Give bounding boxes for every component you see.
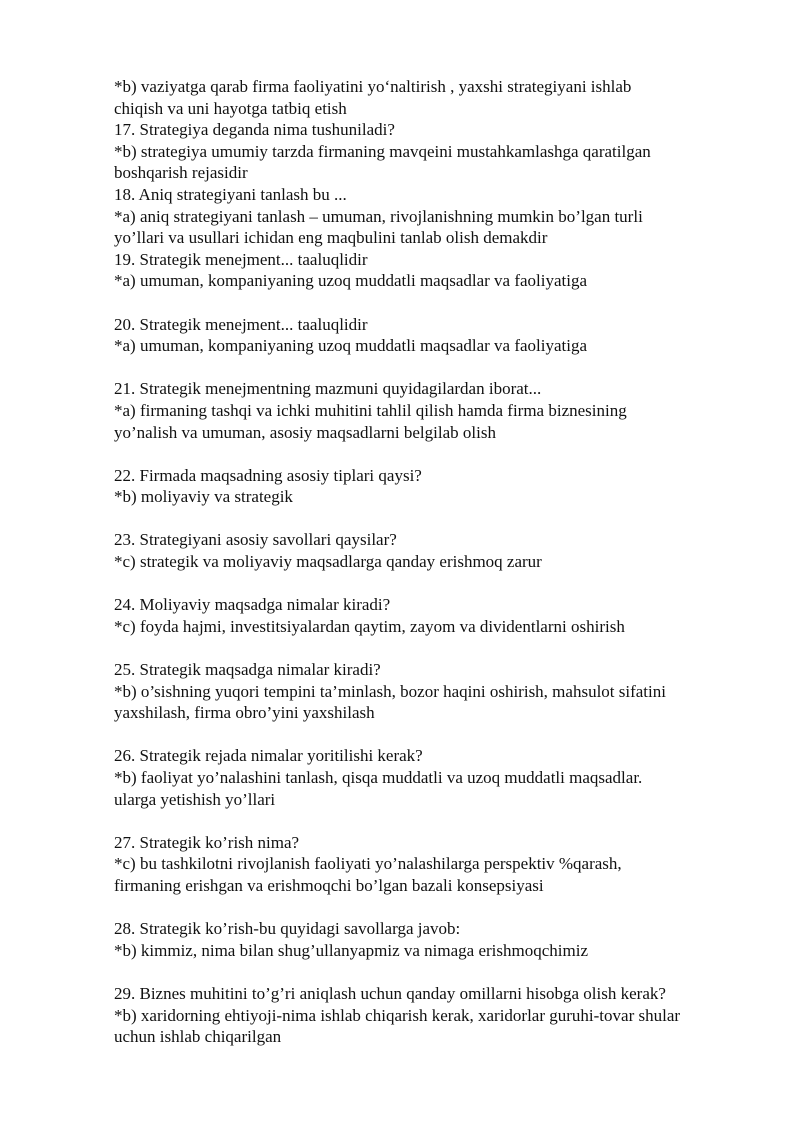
answer-line: *b) moliyaviy va strategik	[114, 487, 293, 507]
question-line: 25. Strategik maqsadga nimalar kiradi?	[114, 660, 381, 680]
answer-line: *c) bu tashkilotni rivojlanish faoliyati yo’nalashilarga perspektiv %qarash,	[114, 854, 622, 874]
question-line: 22. Firmada maqsadning asosiy tiplari qaysi?	[114, 465, 422, 485]
answer-line: *b) xaridorning ehtiyoji-nima ishlab chiqarish kerak, xaridorlar guruhi-tovar shular	[114, 1005, 681, 1025]
answer-line: yo’nalish va umuman, asosiy maqsadlarni belgilab olish	[114, 422, 496, 442]
answer-line: chiqish va uni hayotga tatbiq etish	[114, 98, 347, 118]
answer-line: ularga yetishish yo’llari	[114, 789, 276, 809]
question-line: 21. Strategik menejmentning mazmuni quyidagilardan iborat...	[114, 379, 542, 399]
document-page	[114, 76, 754, 1048]
answer-line: *c) strategik va moliyaviy maqsadlarga qanday erishmoq zarur	[114, 552, 542, 572]
paragraph-gap	[114, 573, 754, 595]
question-line: 26. Strategik rejada nimalar yoritilishi kerak?	[114, 746, 423, 766]
answer-line: *a) umuman, kompaniyaning uzoq muddatli maqsadlar va faoliyatiga	[114, 271, 588, 291]
paragraph-gap	[114, 961, 754, 983]
paragraph-gap	[114, 810, 754, 832]
answer-line: *c) foyda hajmi, investitsiyalardan qaytim, zayom va dividentlarni oshirish	[114, 616, 625, 636]
question-line: 28. Strategik ko’rish-bu quyidagi savollarga javob:	[114, 919, 461, 939]
question-line: 17. Strategiya deganda nima tushuniladi?	[114, 120, 395, 140]
answer-line: uchun ishlab chiqarilgan	[114, 1027, 282, 1047]
answer-line: *a) aniq strategiyani tanlash – umuman, rivojlanishning mumkin bo’lgan turli	[114, 206, 643, 226]
answer-line: *a) umuman, kompaniyaning uzoq muddatli maqsadlar va faoliyatiga	[114, 336, 588, 356]
answer-line: *b) strategiya umumiy tarzda firmaning mavqeini mustahkamlashga qaratilgan	[114, 141, 651, 161]
answer-line: *b) kimmiz, nima bilan shug’ullanyapmiz va nimaga erishmoqchimiz	[114, 940, 588, 960]
answer-line: *b) o’sishning yuqori tempini ta’minlash, bozor haqini oshirish, mahsulot sifatini	[114, 681, 666, 701]
question-line: 20. Strategik menejment... taaluqlidir	[114, 314, 368, 334]
answer-line: *a) firmaning tashqi va ichki muhitini tahlil qilish hamda firma biznesining	[114, 400, 627, 420]
answer-line: yaxshilash, firma obro’yini yaxshilash	[114, 703, 375, 723]
question-line: 18. Aniq strategiyani tanlash bu ...	[114, 184, 347, 204]
answer-line: *b) vaziyatga qarab firma faoliyatini yo‘naltirish , yaxshi strategiyani ishlab	[114, 77, 632, 96]
paragraph-gap	[114, 357, 754, 379]
question-line: 29. Biznes muhitini to’g’ri aniqlash uchun qanday omillarni hisobga olish kerak?	[114, 983, 666, 1003]
question-line: 24. Moliyaviy maqsadga nimalar kiradi?	[114, 595, 391, 615]
question-line: 23. Strategiyani asosiy savollari qaysilar?	[114, 530, 397, 550]
paragraph-gap	[114, 508, 754, 530]
question-line: 27. Strategik ko’rish nima?	[114, 832, 300, 852]
question-line: 19. Strategik menejment... taaluqlidir	[114, 249, 368, 269]
paragraph-gap	[114, 637, 754, 659]
answer-line: firmaning erishgan va erishmoqchi bo’lgan bazali konsepsiyasi	[114, 875, 544, 895]
paragraph-gap	[114, 724, 754, 746]
answer-line: yo’llari va usullari ichidan eng maqbulini tanlab olish demakdir	[114, 228, 548, 248]
paragraph-gap	[114, 443, 754, 465]
answer-line: *b) faoliyat yo’nalashini tanlash, qisqa muddatli va uzoq muddatli maqsadlar.	[114, 768, 643, 787]
paragraph-gap	[114, 897, 754, 919]
paragraph-gap	[114, 292, 754, 314]
answer-line: boshqarish rejasidir	[114, 163, 248, 183]
